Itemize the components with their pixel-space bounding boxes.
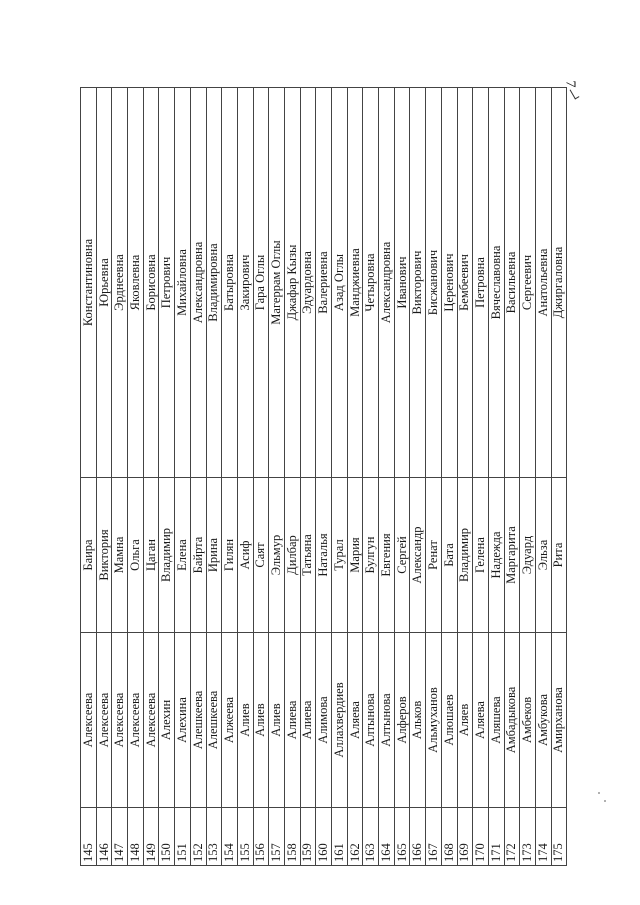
cell-first: Гелена [473,478,489,633]
cell-patronymic: Бембеевич [457,88,473,478]
cell-patronymic: Азад Оглы [332,88,348,478]
cell-last: Алексеева [112,633,128,808]
cell-first: Елена [175,478,191,633]
cell-patronymic: Сергеевич [520,88,536,478]
cell-first: Наталья [316,478,332,633]
cell-patronymic: Бисжанович [426,88,442,478]
cell-patronymic: Гара Оглы [253,88,269,478]
cell-last: Аляева [347,633,363,808]
cell-patronymic: Петрович [159,88,175,478]
table-row [535,88,551,866]
table-row [332,88,348,866]
cell-first: Владимир [457,478,473,633]
cell-first: Рита [551,478,567,633]
cell-first: Турал [332,478,348,633]
table-row [175,88,191,866]
cell-patronymic: Владимировна [206,88,222,478]
table-row [551,88,567,866]
cell-last: Алексеева [96,633,112,808]
cell-num: 174 [535,808,551,866]
table-row [441,88,457,866]
cell-last: Алюшаев [441,633,457,808]
scan-speck [604,800,606,802]
cell-last: Алешкеева [206,633,222,808]
cell-num: 171 [488,808,504,866]
cell-num: 172 [504,808,520,866]
table-row [316,88,332,866]
cell-patronymic: Батыровна [222,88,238,478]
cell-num: 173 [520,808,536,866]
cell-num: 155 [237,808,253,866]
cell-first: Баира [81,478,97,633]
cell-first: Цаган [143,478,159,633]
cell-last: Алимова [316,633,332,808]
cell-first: Мамна [112,478,128,633]
table-row [504,88,520,866]
cell-patronymic: Иванович [394,88,410,478]
cell-first: Дилбар [284,478,300,633]
cell-num: 166 [410,808,426,866]
table-row [112,88,128,866]
cell-last: Альмуханов [426,633,442,808]
table-row [159,88,175,866]
cell-patronymic: Закирович [237,88,253,478]
name-list-table [80,87,567,866]
table-row [347,88,363,866]
cell-first: Владимир [159,478,175,633]
cell-last: Амбеков [520,633,536,808]
table-row [473,88,489,866]
cell-patronymic: Яковлевна [128,88,144,478]
cell-num: 147 [112,808,128,866]
cell-patronymic: Анатольевна [535,88,551,478]
cell-num: 151 [175,808,191,866]
cell-last: Алиева [284,633,300,808]
cell-num: 161 [332,808,348,866]
table-row [96,88,112,866]
cell-last: Алиев [237,633,253,808]
cell-patronymic: Эдуардовна [300,88,316,478]
cell-num: 164 [379,808,395,866]
cell-last: Алиев [269,633,285,808]
cell-patronymic: Манджиевна [347,88,363,478]
cell-num: 167 [426,808,442,866]
cell-last: Аляшева [488,633,504,808]
cell-first: Ольга [128,478,144,633]
cell-num: 163 [363,808,379,866]
table-row [426,88,442,866]
table-row [269,88,285,866]
table-row [206,88,222,866]
cell-patronymic: Юрьевна [96,88,112,478]
cell-num: 168 [441,808,457,866]
cell-patronymic: Александровна [379,88,395,478]
table-row [379,88,395,866]
cell-patronymic: Константиновна [81,88,97,478]
cell-patronymic: Валериевна [316,88,332,478]
cell-first: Саят [253,478,269,633]
cell-first: Надежда [488,478,504,633]
cell-patronymic: Вячеславовна [488,88,504,478]
cell-num: 149 [143,808,159,866]
cell-patronymic: Церенович [441,88,457,478]
table-row [190,88,206,866]
cell-last: Амбукова [535,633,551,808]
cell-first: Маргарита [504,478,520,633]
cell-last: Алексеева [143,633,159,808]
table-wrapper [80,88,566,866]
cell-last: Алтынова [379,633,395,808]
page-number: 7 [562,80,578,88]
cell-last: Аллахвердиев [332,633,348,808]
cell-first: Татьяна [300,478,316,633]
cell-last: Алехина [175,633,191,808]
cell-num: 169 [457,808,473,866]
table-row [394,88,410,866]
cell-patronymic: Магеррам Оглы [269,88,285,478]
scan-speck [598,792,600,794]
cell-patronymic: Джафар Кызы [284,88,300,478]
cell-first: Ирина [206,478,222,633]
table-row [520,88,536,866]
cell-last: Алехин [159,633,175,808]
cell-num: 159 [300,808,316,866]
cell-first: Байрта [190,478,206,633]
cell-first: Гилян [222,478,238,633]
cell-num: 154 [222,808,238,866]
cell-last: Алешкеева [190,633,206,808]
cell-last: Алферов [394,633,410,808]
cell-patronymic: Джиргаловна [551,88,567,478]
table-body [81,88,567,866]
cell-num: 158 [284,808,300,866]
cell-last: Алексеева [81,633,97,808]
cell-last: Алексеева [128,633,144,808]
cell-first: Эльмур [269,478,285,633]
cell-first: Эдуард [520,478,536,633]
cell-num: 162 [347,808,363,866]
table-row [363,88,379,866]
cell-num: 145 [81,808,97,866]
table-row [300,88,316,866]
cell-num: 150 [159,808,175,866]
table-row [488,88,504,866]
cell-num: 170 [473,808,489,866]
cell-last: Алтынова [363,633,379,808]
cell-last: Алиева [300,633,316,808]
cell-last: Амирханова [551,633,567,808]
cell-first: Эльза [535,478,551,633]
cell-num: 156 [253,808,269,866]
cell-last: Аляев [457,633,473,808]
table-row [237,88,253,866]
cell-num: 146 [96,808,112,866]
cell-first: Мария [347,478,363,633]
cell-first: Александр [410,478,426,633]
table-row [457,88,473,866]
rotated-table-area [80,88,566,866]
cell-first: Ренат [426,478,442,633]
cell-num: 165 [394,808,410,866]
cell-patronymic: Петровна [473,88,489,478]
cell-num: 148 [128,808,144,866]
cell-last: Аляева [473,633,489,808]
cell-patronymic: Александровна [190,88,206,478]
cell-last: Альков [410,633,426,808]
cell-last: Алжеева [222,633,238,808]
table-row [222,88,238,866]
cell-patronymic: Эрднеевна [112,88,128,478]
cell-num: 175 [551,808,567,866]
cell-patronymic: Борисовна [143,88,159,478]
cell-last: Алиев [253,633,269,808]
cell-num: 157 [269,808,285,866]
cell-num: 160 [316,808,332,866]
cell-num: 153 [206,808,222,866]
cell-first: Асиф [237,478,253,633]
table-row [410,88,426,866]
table-row [284,88,300,866]
cell-first: Булгун [363,478,379,633]
cell-num: 152 [190,808,206,866]
cell-first: Сергей [394,478,410,633]
table-row [128,88,144,866]
cell-patronymic: Васильевна [504,88,520,478]
cell-last: Амбадыкова [504,633,520,808]
table-row [81,88,97,866]
cell-first: Бата [441,478,457,633]
cell-patronymic: Михайловна [175,88,191,478]
table-row [253,88,269,866]
cell-first: Евгения [379,478,395,633]
table-row [143,88,159,866]
cell-patronymic: Викторович [410,88,426,478]
page-number-mark [570,87,580,99]
cell-patronymic: Четыровна [363,88,379,478]
cell-first: Виктория [96,478,112,633]
